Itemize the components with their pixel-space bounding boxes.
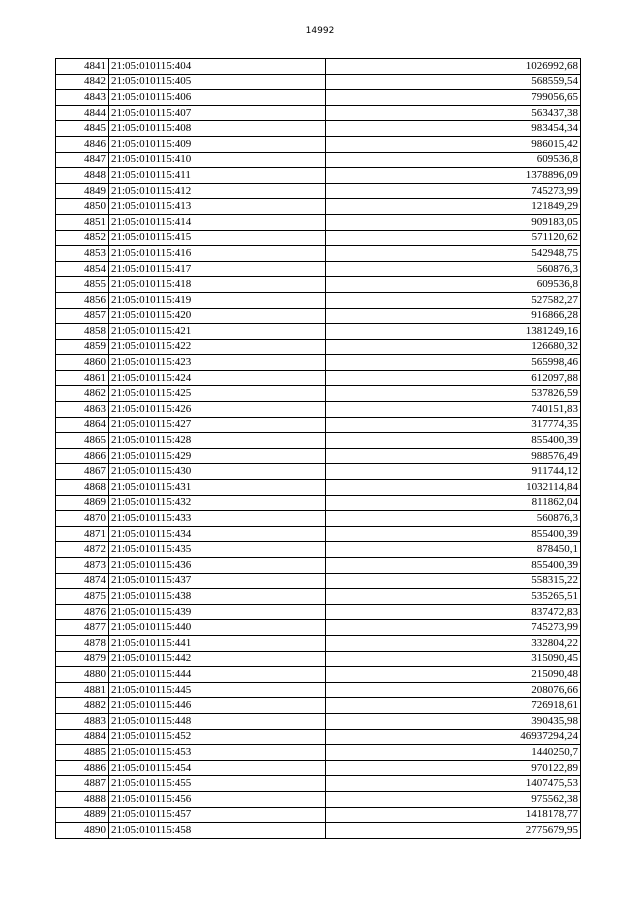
row-number-cell: 4855 — [56, 277, 109, 293]
cadastral-number-cell: 21:05:010115:445 — [109, 682, 326, 698]
cadastral-value-cell: 855400,39 — [326, 433, 581, 449]
page-number: 14992 — [305, 26, 335, 36]
cadastral-number-cell: 21:05:010115:442 — [109, 651, 326, 667]
row-number-cell: 4843 — [56, 90, 109, 106]
cadastral-number-cell: 21:05:010115:418 — [109, 277, 326, 293]
cadastral-number-cell: 21:05:010115:417 — [109, 261, 326, 277]
cadastral-number-cell: 21:05:010115:453 — [109, 745, 326, 761]
row-number-cell: 4871 — [56, 526, 109, 542]
table-row — [56, 74, 581, 90]
table-row — [56, 745, 581, 761]
cadastral-number-cell: 21:05:010115:433 — [109, 511, 326, 527]
table-row — [56, 604, 581, 620]
table-row — [56, 620, 581, 636]
table-row — [56, 667, 581, 683]
cadastral-number-cell: 21:05:010115:436 — [109, 558, 326, 574]
cadastral-number-cell: 21:05:010115:435 — [109, 542, 326, 558]
cadastral-number-cell: 21:05:010115:446 — [109, 698, 326, 714]
cadastral-value-cell: 855400,39 — [326, 526, 581, 542]
row-number-cell: 4875 — [56, 589, 109, 605]
table-row — [56, 573, 581, 589]
cadastral-number-cell: 21:05:010115:414 — [109, 214, 326, 230]
cadastral-value-cell: 126680,32 — [326, 339, 581, 355]
table-row — [56, 558, 581, 574]
row-number-cell: 4866 — [56, 448, 109, 464]
cadastral-number-cell: 21:05:010115:439 — [109, 604, 326, 620]
row-number-cell: 4844 — [56, 105, 109, 121]
table-row — [56, 199, 581, 215]
table-row — [56, 698, 581, 714]
cadastral-value-cell: 1026992,68 — [326, 59, 581, 75]
cadastral-value-cell: 909183,05 — [326, 214, 581, 230]
cadastral-number-cell: 21:05:010115:444 — [109, 667, 326, 683]
row-number-cell: 4874 — [56, 573, 109, 589]
cadastral-value-cell: 970122,89 — [326, 760, 581, 776]
row-number-cell: 4873 — [56, 558, 109, 574]
row-number-cell: 4885 — [56, 745, 109, 761]
row-number-cell: 4881 — [56, 682, 109, 698]
table-row — [56, 480, 581, 496]
cadastral-number-cell: 21:05:010115:428 — [109, 433, 326, 449]
cadastral-value-cell: 726918,61 — [326, 698, 581, 714]
row-number-cell: 4856 — [56, 292, 109, 308]
cadastral-value-cell: 560876,3 — [326, 261, 581, 277]
row-number-cell: 4845 — [56, 121, 109, 137]
table-row — [56, 355, 581, 371]
cadastral-value-cell: 537826,59 — [326, 386, 581, 402]
cadastral-value-cell: 878450,1 — [326, 542, 581, 558]
table-row — [56, 417, 581, 433]
row-number-cell: 4872 — [56, 542, 109, 558]
row-number-cell: 4852 — [56, 230, 109, 246]
cadastral-number-cell: 21:05:010115:412 — [109, 183, 326, 199]
cadastral-value-cell: 916866,28 — [326, 308, 581, 324]
row-number-cell: 4849 — [56, 183, 109, 199]
row-number-cell: 4850 — [56, 199, 109, 215]
row-number-cell: 4857 — [56, 308, 109, 324]
cadastral-number-cell: 21:05:010115:423 — [109, 355, 326, 371]
cadastral-value-cell: 208076,66 — [326, 682, 581, 698]
table-row — [56, 214, 581, 230]
cadastral-value-cell: 2775679,95 — [326, 823, 581, 839]
cadastral-number-cell: 21:05:010115:416 — [109, 246, 326, 262]
cadastral-value-cell: 745273,99 — [326, 183, 581, 199]
table-row — [56, 230, 581, 246]
row-number-cell: 4879 — [56, 651, 109, 667]
table-row — [56, 402, 581, 418]
cadastral-value-table — [55, 58, 581, 839]
table-row — [56, 324, 581, 340]
table-row — [56, 168, 581, 184]
table-row — [56, 370, 581, 386]
table-row — [56, 152, 581, 168]
cadastral-value-cell: 811862,04 — [326, 495, 581, 511]
cadastral-value-cell: 121849,29 — [326, 199, 581, 215]
table-row — [56, 121, 581, 137]
cadastral-number-cell: 21:05:010115:421 — [109, 324, 326, 340]
cadastral-value-cell: 740151,83 — [326, 402, 581, 418]
cadastral-number-cell: 21:05:010115:409 — [109, 136, 326, 152]
table-row — [56, 448, 581, 464]
cadastral-value-cell: 568559,54 — [326, 74, 581, 90]
cadastral-value-cell: 390435,98 — [326, 713, 581, 729]
row-number-cell: 4869 — [56, 495, 109, 511]
cadastral-value-cell: 542948,75 — [326, 246, 581, 262]
row-number-cell: 4890 — [56, 823, 109, 839]
cadastral-number-cell: 21:05:010115:427 — [109, 417, 326, 433]
cadastral-number-cell: 21:05:010115:411 — [109, 168, 326, 184]
cadastral-value-cell: 535265,51 — [326, 589, 581, 605]
table-row — [56, 682, 581, 698]
table-row — [56, 90, 581, 106]
table-row — [56, 760, 581, 776]
row-number-cell: 4858 — [56, 324, 109, 340]
table-row — [56, 495, 581, 511]
table-row — [56, 542, 581, 558]
cadastral-number-cell: 21:05:010115:434 — [109, 526, 326, 542]
row-number-cell: 4842 — [56, 74, 109, 90]
table-row — [56, 136, 581, 152]
row-number-cell: 4877 — [56, 620, 109, 636]
table-row — [56, 246, 581, 262]
cadastral-number-cell: 21:05:010115:406 — [109, 90, 326, 106]
cadastral-value-cell: 612097,88 — [326, 370, 581, 386]
table-row — [56, 105, 581, 121]
cadastral-value-cell: 799056,65 — [326, 90, 581, 106]
table-row — [56, 791, 581, 807]
cadastral-value-cell: 560876,3 — [326, 511, 581, 527]
table-row — [56, 635, 581, 651]
row-number-cell: 4876 — [56, 604, 109, 620]
row-number-cell: 4884 — [56, 729, 109, 745]
table-row — [56, 261, 581, 277]
cadastral-number-cell: 21:05:010115:415 — [109, 230, 326, 246]
cadastral-number-cell: 21:05:010115:431 — [109, 480, 326, 496]
table-row — [56, 339, 581, 355]
cadastral-number-cell: 21:05:010115:404 — [109, 59, 326, 75]
cadastral-value-cell: 986015,42 — [326, 136, 581, 152]
cadastral-number-cell: 21:05:010115:419 — [109, 292, 326, 308]
table-row — [56, 183, 581, 199]
cadastral-value-cell: 558315,22 — [326, 573, 581, 589]
cadastral-number-cell: 21:05:010115:424 — [109, 370, 326, 386]
table-row — [56, 651, 581, 667]
cadastral-value-cell: 565998,46 — [326, 355, 581, 371]
cadastral-value-cell: 609536,8 — [326, 152, 581, 168]
row-number-cell: 4865 — [56, 433, 109, 449]
cadastral-number-cell: 21:05:010115:454 — [109, 760, 326, 776]
table-row — [56, 59, 581, 75]
cadastral-value-cell: 745273,99 — [326, 620, 581, 636]
cadastral-number-cell: 21:05:010115:430 — [109, 464, 326, 480]
row-number-cell: 4864 — [56, 417, 109, 433]
row-number-cell: 4846 — [56, 136, 109, 152]
cadastral-number-cell: 21:05:010115:458 — [109, 823, 326, 839]
row-number-cell: 4851 — [56, 214, 109, 230]
table-row — [56, 776, 581, 792]
cadastral-value-cell: 215090,48 — [326, 667, 581, 683]
table-row — [56, 729, 581, 745]
cadastral-value-cell: 988576,49 — [326, 448, 581, 464]
row-number-cell: 4870 — [56, 511, 109, 527]
row-number-cell: 4880 — [56, 667, 109, 683]
cadastral-number-cell: 21:05:010115:441 — [109, 635, 326, 651]
row-number-cell: 4853 — [56, 246, 109, 262]
cadastral-number-cell: 21:05:010115:405 — [109, 74, 326, 90]
row-number-cell: 4861 — [56, 370, 109, 386]
cadastral-value-cell: 571120,62 — [326, 230, 581, 246]
table-row — [56, 464, 581, 480]
row-number-cell: 4854 — [56, 261, 109, 277]
row-number-cell: 4867 — [56, 464, 109, 480]
table-row — [56, 277, 581, 293]
cadastral-number-cell: 21:05:010115:440 — [109, 620, 326, 636]
cadastral-number-cell: 21:05:010115:425 — [109, 386, 326, 402]
row-number-cell: 4868 — [56, 480, 109, 496]
cadastral-number-cell: 21:05:010115:438 — [109, 589, 326, 605]
cadastral-number-cell: 21:05:010115:407 — [109, 105, 326, 121]
cadastral-value-cell: 317774,35 — [326, 417, 581, 433]
cadastral-number-cell: 21:05:010115:426 — [109, 402, 326, 418]
row-number-cell: 4863 — [56, 402, 109, 418]
cadastral-number-cell: 21:05:010115:413 — [109, 199, 326, 215]
cadastral-number-cell: 21:05:010115:452 — [109, 729, 326, 745]
table-row — [56, 308, 581, 324]
cadastral-value-cell: 837472,83 — [326, 604, 581, 620]
row-number-cell: 4841 — [56, 59, 109, 75]
row-number-cell: 4883 — [56, 713, 109, 729]
cadastral-value-cell: 609536,8 — [326, 277, 581, 293]
cadastral-number-cell: 21:05:010115:422 — [109, 339, 326, 355]
row-number-cell: 4887 — [56, 776, 109, 792]
cadastral-value-cell: 1381249,16 — [326, 324, 581, 340]
cadastral-number-cell: 21:05:010115:456 — [109, 791, 326, 807]
cadastral-number-cell: 21:05:010115:437 — [109, 573, 326, 589]
table-body — [56, 59, 581, 839]
table-row — [56, 526, 581, 542]
cadastral-value-cell: 911744,12 — [326, 464, 581, 480]
row-number-cell: 4848 — [56, 168, 109, 184]
row-number-cell: 4860 — [56, 355, 109, 371]
table-row — [56, 433, 581, 449]
cadastral-number-cell: 21:05:010115:429 — [109, 448, 326, 464]
table-row — [56, 713, 581, 729]
cadastral-value-cell: 1378896,09 — [326, 168, 581, 184]
cadastral-number-cell: 21:05:010115:408 — [109, 121, 326, 137]
table-row — [56, 807, 581, 823]
cadastral-value-cell: 315090,45 — [326, 651, 581, 667]
cadastral-value-cell: 1440250,7 — [326, 745, 581, 761]
row-number-cell: 4859 — [56, 339, 109, 355]
cadastral-number-cell: 21:05:010115:432 — [109, 495, 326, 511]
row-number-cell: 4886 — [56, 760, 109, 776]
cadastral-number-cell: 21:05:010115:457 — [109, 807, 326, 823]
table-row — [56, 589, 581, 605]
cadastral-number-cell: 21:05:010115:448 — [109, 713, 326, 729]
cadastral-value-cell: 1032114,84 — [326, 480, 581, 496]
row-number-cell: 4847 — [56, 152, 109, 168]
row-number-cell: 4862 — [56, 386, 109, 402]
cadastral-value-cell: 527582,27 — [326, 292, 581, 308]
cadastral-number-cell: 21:05:010115:420 — [109, 308, 326, 324]
cadastral-value-cell: 563437,38 — [326, 105, 581, 121]
table-row — [56, 386, 581, 402]
table-row — [56, 823, 581, 839]
cadastral-value-cell: 975562,38 — [326, 791, 581, 807]
cadastral-value-cell: 1407475,53 — [326, 776, 581, 792]
cadastral-number-cell: 21:05:010115:410 — [109, 152, 326, 168]
row-number-cell: 4889 — [56, 807, 109, 823]
table-row — [56, 511, 581, 527]
row-number-cell: 4878 — [56, 635, 109, 651]
cadastral-value-cell: 983454,34 — [326, 121, 581, 137]
row-number-cell: 4888 — [56, 791, 109, 807]
cadastral-value-cell: 46937294,24 — [326, 729, 581, 745]
cadastral-number-cell: 21:05:010115:455 — [109, 776, 326, 792]
cadastral-value-cell: 332804,22 — [326, 635, 581, 651]
cadastral-value-cell: 1418178,77 — [326, 807, 581, 823]
row-number-cell: 4882 — [56, 698, 109, 714]
table-row — [56, 292, 581, 308]
cadastral-value-cell: 855400,39 — [326, 558, 581, 574]
